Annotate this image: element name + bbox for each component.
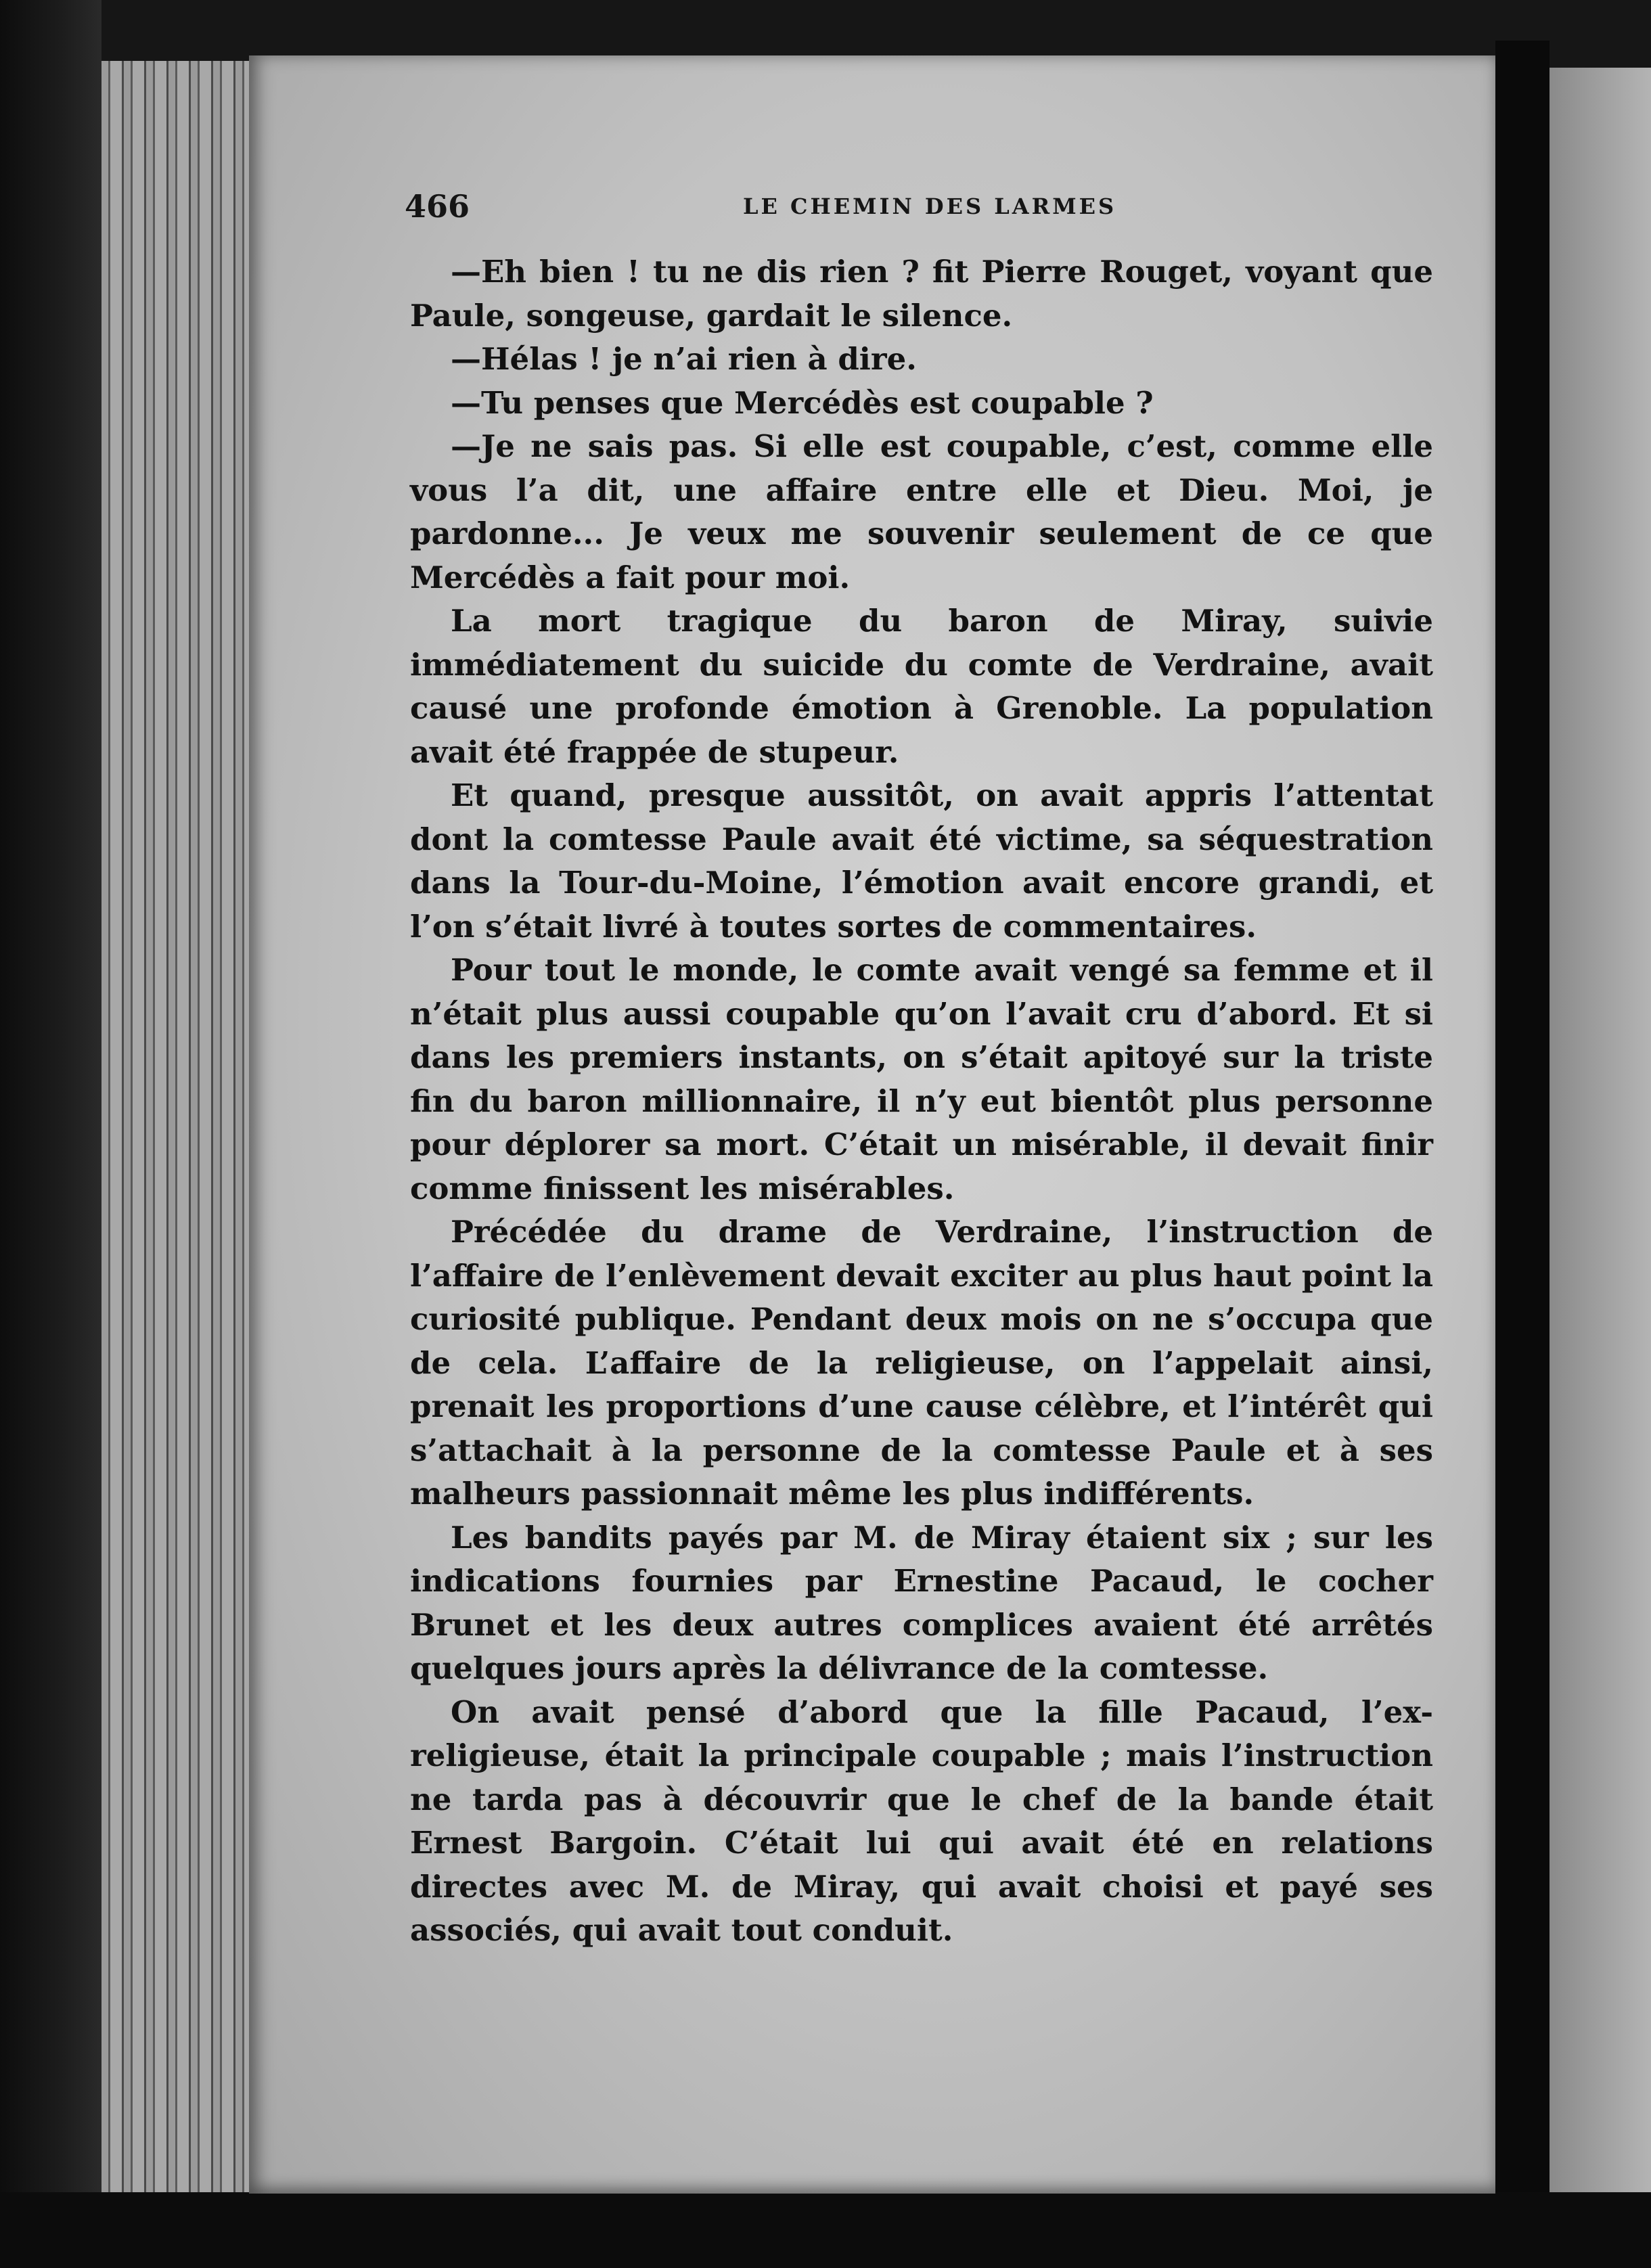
gutter-shadow [1495, 41, 1550, 2206]
paragraph: —Tu penses que Mercédès est coupable ? [451, 384, 1154, 421]
paragraph: On avait pensé d’abord que la fille Pacaud, l’ex-religieuse, était la principale coupable ; mais l’instruction ne tarda pas à découvrir que le chef de la bande était Ernest Bargoin. C’était lui qui avait été en relations directes avec M. de Miray, qui avait choisi et payé ses associés, qui avait tout conduit. [410, 1694, 1433, 1948]
page-number: 466 [405, 188, 470, 225]
page-body [410, 250, 1433, 1953]
paragraph: Et quand, presque aussitôt, on avait appris l’attentat dont la comtesse Paule avait été victime, sa séquestration dans la Tour-du-Moine, l’émotion avait encore grandi, et l’on s’était livré à toutes sortes de commentaires. [410, 777, 1433, 945]
binding-shadow [0, 0, 101, 2268]
paragraph: —Je ne sais pas. Si elle est coupable, c’est, comme elle vous l’a dit, une affaire entre elle et Dieu. Moi, je pardonne... Je veux me souvenir seulement de ce que Mercédès a fait pour moi. [410, 428, 1433, 595]
bottom-scan-border [0, 2192, 1651, 2268]
page-header [405, 188, 1399, 229]
paragraph: —Eh bien ! tu ne dis rien ? fit Pierre Rouget, voyant que Paule, songeuse, gardait le silence. [410, 254, 1433, 334]
paragraph: Pour tout le monde, le comte avait vengé sa femme et il n’était plus aussi coupable qu’on l’avait cru d’abord. Et si dans les premiers instants, on s’était apitoyé sur la triste fin du baron millionnaire, il n’y eut bientôt plus personne pour déplorer sa mort. C’était un misérable, il devait finir comme finissent les misérables. [410, 952, 1433, 1206]
facing-page-edge [1550, 68, 1651, 2192]
running-title: LE CHEMIN DES LARMES [743, 194, 1117, 219]
paragraph: —Hélas ! je n’ai rien à dire. [451, 341, 917, 377]
paragraph: Précédée du drame de Verdraine, l’instruction de l’affaire de l’enlèvement devait exciter au plus haut point la curiosité publique. Pendant deux mois on ne s’occupa que de cela. L’affaire de la religieuse, on l’appelait ainsi, prenait les proportions d’une cause célèbre, et l’intérêt qui s’attachait à la personne de la comtesse Paule et à ses malheurs passionnait même les plus indifférents. [410, 1214, 1433, 1512]
paragraph: Les bandits payés par M. de Miray étaient six ; sur les indications fournies par Ernestine Pacaud, le cocher Brunet et les deux autres complices avaient été arrêtés quelques jours après la délivrance de la comtesse. [410, 1519, 1433, 1686]
paragraph: La mort tragique du baron de Miray, suivie immédiatement du suicide du comte de Verdraine, avait causé une profonde émotion à Grenoble. La population avait été frappée de stupeur. [410, 603, 1433, 770]
stacked-page-edges [101, 61, 257, 2206]
